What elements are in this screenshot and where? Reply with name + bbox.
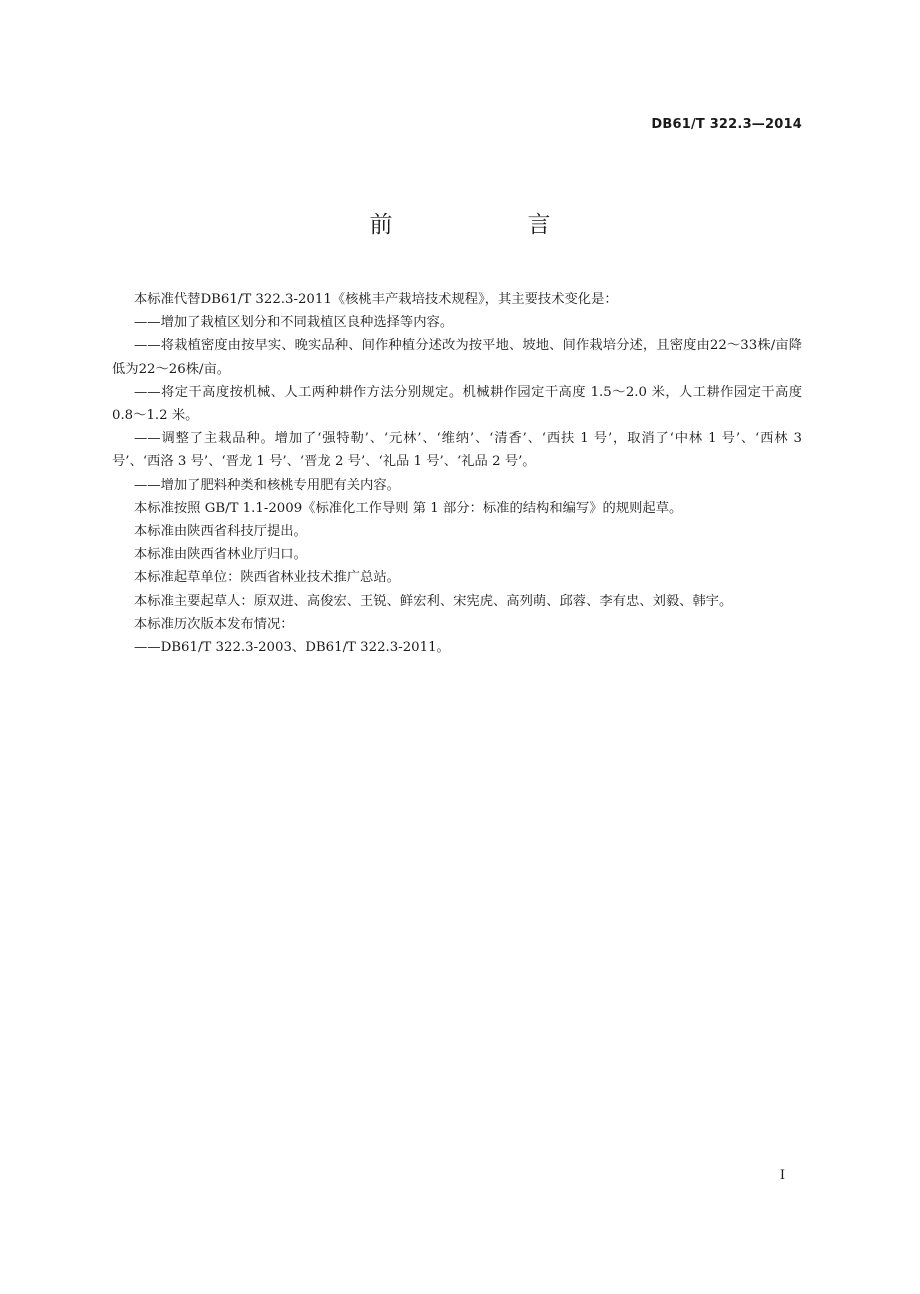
foreword-body xyxy=(112,288,802,659)
paragraph-change-5: ——增加了肥料种类和核桃专用肥有关内容。 xyxy=(134,477,400,493)
paragraph-change-2: ——将栽植密度由按早实、晚实品种、间作种植分述改为按平地、坡地、间作栽培分述，且密度由22～33株/亩降低为22～26株/亩。 xyxy=(112,338,802,377)
paragraph-history-versions: ——DB61/T 322.3-2003、DB61/T 322.3-2011。 xyxy=(134,640,450,656)
paragraph-history-heading: 本标准历次版本发布情况： xyxy=(134,616,294,632)
paragraph-administrator: 本标准由陕西省林业厅归口。 xyxy=(134,547,307,563)
page-number: I xyxy=(779,1168,785,1183)
page-title: 前 言 xyxy=(369,212,607,238)
paragraph-change-1: ——增加了栽植区划分和不同栽植区良种选择等内容。 xyxy=(134,315,454,331)
paragraph-change-3: ——将定干高度按机械、人工两种耕作方法分别规定。机械耕作园定干高度 1.5～2.0 米，人工耕作园定干高度 0.8～1.2 米。 xyxy=(112,384,802,424)
paragraph-drafting-unit: 本标准起草单位：陕西省林业技术推广总站。 xyxy=(134,570,400,586)
paragraph-drafting-rules: 本标准按照 GB/T 1.1-2009《标准化工作导则 第 1 部分：标准的结构和编写》的规则起草。 xyxy=(134,500,683,516)
standard-code: DB61/T 322.3—2014 xyxy=(651,117,802,132)
paragraph-proposer: 本标准由陕西省科技厅提出。 xyxy=(134,524,307,540)
paragraph-replacement: 本标准代替DB61/T 322.3-2011《核桃丰产栽培技术规程》，其主要技术变化是： xyxy=(134,292,618,307)
paragraph-drafters: 本标准主要起草人：原双进、高俊宏、王锐、鲜宏利、宋宪虎、高列萌、邱蓉、李有忠、刘毅、韩宇。 xyxy=(134,593,733,609)
paragraph-change-4: ——调整了主栽品种。增加了‘强特勒’、‘元林’、‘维纳’、‘清香’、‘西扶 1 号’，取消了‘中林 1 号’、‘西林 3 号’、‘西洛 3 号’、‘晋龙 1 号’、‘晋龙 2 号’、‘礼品 1 号’、‘礼品 2 号’。 xyxy=(112,431,802,470)
